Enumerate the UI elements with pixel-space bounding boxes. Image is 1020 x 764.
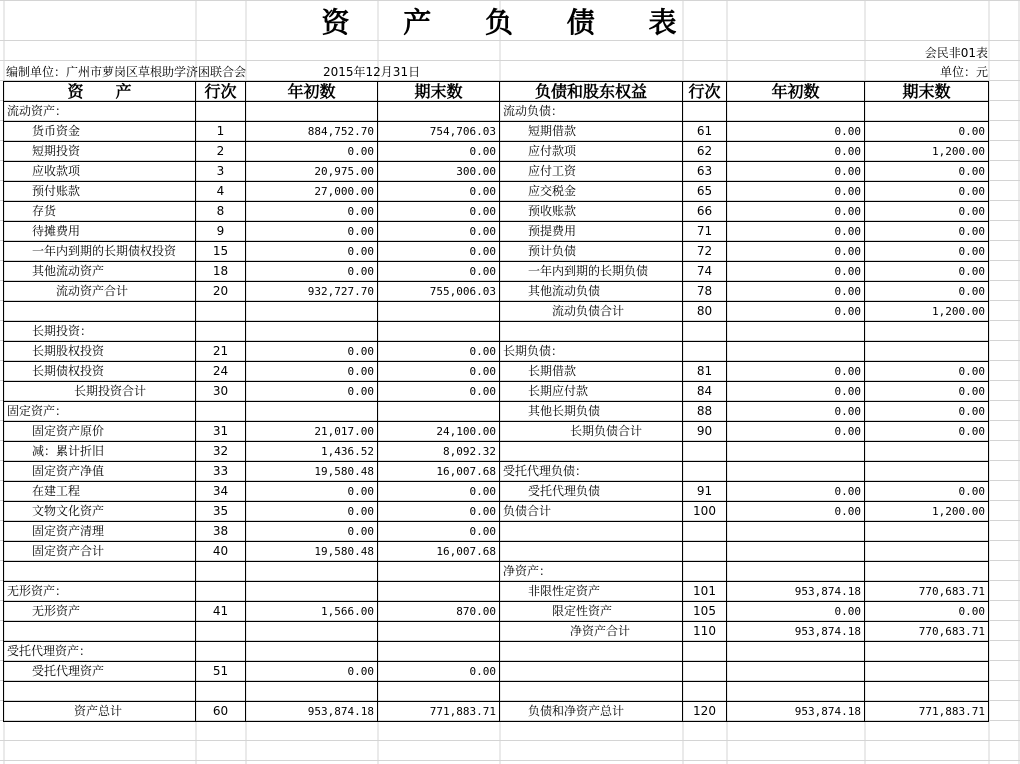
header-begin[interactable]: 年初数	[246, 82, 378, 102]
cell-liab-row-no[interactable]	[683, 522, 727, 542]
cell-liab-name[interactable]	[500, 542, 683, 562]
cell-asset-name[interactable]: 固定资产清理	[4, 522, 196, 542]
cell-liab-end[interactable]	[865, 342, 989, 362]
table-row	[4, 282, 989, 302]
cell-asset-begin[interactable]: 19,580.48	[246, 542, 378, 562]
table-row	[4, 242, 989, 262]
cell-asset-end[interactable]	[378, 622, 500, 642]
cell-liab-row-no[interactable]: 65	[683, 182, 727, 202]
cell-liab-name[interactable]	[500, 662, 683, 682]
cell-liab-end[interactable]: 0.00	[865, 242, 989, 262]
cell-asset-begin[interactable]	[246, 642, 378, 662]
cell-liab-begin[interactable]	[727, 682, 865, 702]
cell-asset-end[interactable]: 0.00	[378, 382, 500, 402]
cell-liab-end[interactable]	[865, 642, 989, 662]
cell-liab-row-no[interactable]: 81	[683, 362, 727, 382]
cell-asset-row-no[interactable]: 40	[196, 542, 246, 562]
cell-asset-end[interactable]: 300.00	[378, 162, 500, 182]
cell-asset-row-no[interactable]	[196, 642, 246, 662]
header-end[interactable]: 期末数	[378, 82, 500, 102]
cell-liab-name[interactable]: 长期应付款	[500, 382, 683, 402]
cell-asset-row-no[interactable]: 20	[196, 282, 246, 302]
cell-asset-name[interactable]	[4, 682, 196, 702]
cell-asset-row-no[interactable]: 38	[196, 522, 246, 542]
cell-liab-end[interactable]	[865, 522, 989, 542]
cell-liab-end[interactable]: 0.00	[865, 482, 989, 502]
cell-liab-row-no[interactable]: 110	[683, 622, 727, 642]
cell-liab-row-no[interactable]: 74	[683, 262, 727, 282]
table-row	[4, 462, 989, 482]
cell-liab-name[interactable]: 短期借款	[500, 122, 683, 142]
cell-liab-row-no[interactable]: 91	[683, 482, 727, 502]
cell-liab-row-no[interactable]	[683, 662, 727, 682]
cell-liab-name[interactable]: 预计负债	[500, 242, 683, 262]
cell-asset-row-no[interactable]: 34	[196, 482, 246, 502]
cell-asset-name[interactable]: 货币资金	[4, 122, 196, 142]
cell-liab-row-no[interactable]: 62	[683, 142, 727, 162]
cell-liab-begin[interactable]	[727, 542, 865, 562]
cell-asset-name[interactable]: 无形资产	[4, 602, 196, 622]
table-row	[4, 442, 989, 462]
cell-liab-begin[interactable]: 953,874.18	[727, 702, 865, 722]
cell-liab-row-no[interactable]: 120	[683, 702, 727, 722]
report-date: 2015年12月31日	[323, 65, 421, 79]
cell-liab-name[interactable]: 净资产：	[500, 562, 683, 582]
cell-asset-name[interactable]: 流动资产合计	[4, 282, 196, 302]
cell-asset-name[interactable]: 长期投资合计	[4, 382, 196, 402]
header-assets[interactable]: 资 产	[4, 82, 196, 102]
table-row	[4, 182, 989, 202]
cell-asset-row-no[interactable]: 15	[196, 242, 246, 262]
cell-liab-row-no[interactable]: 90	[683, 422, 727, 442]
cell-asset-row-no[interactable]	[196, 562, 246, 582]
form-code: 会民非01表	[924, 46, 988, 60]
cell-asset-name[interactable]: 长期股权投资	[4, 342, 196, 362]
cell-liab-end[interactable]: 0.00	[865, 282, 989, 302]
cell-liab-row-no[interactable]: 88	[683, 402, 727, 422]
cell-asset-row-no[interactable]: 2	[196, 142, 246, 162]
cell-asset-row-no[interactable]: 31	[196, 422, 246, 442]
cell-asset-end[interactable]: 16,007.68	[378, 462, 500, 482]
cell-asset-end[interactable]: 24,100.00	[378, 422, 500, 442]
cell-liab-begin[interactable]	[727, 562, 865, 582]
cell-asset-begin[interactable]	[246, 322, 378, 342]
cell-liab-end[interactable]: 0.00	[865, 182, 989, 202]
cell-liab-name[interactable]	[500, 442, 683, 462]
cell-asset-name[interactable]: 文物文化资产	[4, 502, 196, 522]
cell-liab-name[interactable]: 应付款项	[500, 142, 683, 162]
cell-liab-end[interactable]	[865, 562, 989, 582]
table-row	[4, 502, 989, 522]
cell-liab-begin[interactable]: 0.00	[727, 302, 865, 322]
cell-asset-name[interactable]: 应收款项	[4, 162, 196, 182]
cell-liab-begin[interactable]	[727, 322, 865, 342]
cell-asset-begin[interactable]: 932,727.70	[246, 282, 378, 302]
cell-asset-end[interactable]: 0.00	[378, 362, 500, 382]
cell-liab-begin[interactable]: 953,874.18	[727, 582, 865, 602]
cell-asset-begin[interactable]: 0.00	[246, 202, 378, 222]
cell-liab-begin[interactable]	[727, 442, 865, 462]
cell-asset-name[interactable]: 短期投资	[4, 142, 196, 162]
unit-label: 单位：元	[939, 65, 988, 79]
cell-asset-name[interactable]: 长期债权投资	[4, 362, 196, 382]
cell-asset-begin[interactable]: 0.00	[246, 222, 378, 242]
cell-liab-name[interactable]: 净资产合计	[500, 622, 683, 642]
cell-asset-name[interactable]: 流动资产：	[4, 102, 196, 122]
cell-liab-end[interactable]: 770,683.71	[865, 582, 989, 602]
cell-asset-row-no[interactable]: 32	[196, 442, 246, 462]
cell-liab-name[interactable]: 负债合计	[500, 502, 683, 522]
cell-asset-name[interactable]: 存货	[4, 202, 196, 222]
cell-asset-row-no[interactable]: 41	[196, 602, 246, 622]
table-row	[4, 702, 989, 722]
cell-asset-end[interactable]: 0.00	[378, 662, 500, 682]
cell-asset-end[interactable]: 755,006.03	[378, 282, 500, 302]
header-begin-2[interactable]: 年初数	[727, 82, 865, 102]
cell-asset-name[interactable]: 预付账款	[4, 182, 196, 202]
header-liabilities[interactable]: 负债和股东权益	[500, 82, 683, 102]
cell-liab-name[interactable]	[500, 642, 683, 662]
cell-asset-name[interactable]: 固定资产合计	[4, 542, 196, 562]
cell-asset-name[interactable]	[4, 562, 196, 582]
cell-asset-end[interactable]: 0.00	[378, 182, 500, 202]
cell-liab-row-no[interactable]	[683, 642, 727, 662]
table-row	[4, 322, 989, 342]
cell-asset-begin[interactable]: 1,436.52	[246, 442, 378, 462]
cell-asset-name[interactable]: 在建工程	[4, 482, 196, 502]
cell-asset-begin[interactable]: 1,566.00	[246, 602, 378, 622]
table-row	[4, 622, 989, 642]
cell-asset-name[interactable]: 固定资产净值	[4, 462, 196, 482]
cell-liab-begin[interactable]	[727, 522, 865, 542]
cell-liab-end[interactable]: 0.00	[865, 202, 989, 222]
cell-asset-end[interactable]: 754,706.03	[378, 122, 500, 142]
cell-liab-row-no[interactable]: 80	[683, 302, 727, 322]
cell-liab-row-no[interactable]: 105	[683, 602, 727, 622]
cell-asset-begin[interactable]: 20,975.00	[246, 162, 378, 182]
cell-asset-begin[interactable]: 19,580.48	[246, 462, 378, 482]
cell-liab-begin[interactable]: 0.00	[727, 142, 865, 162]
cell-liab-row-no[interactable]	[683, 542, 727, 562]
cell-asset-end[interactable]: 0.00	[378, 142, 500, 162]
cell-asset-name[interactable]: 待摊费用	[4, 222, 196, 242]
cell-asset-end[interactable]: 0.00	[378, 202, 500, 222]
cell-asset-name[interactable]: 其他流动资产	[4, 262, 196, 282]
cell-liab-row-no[interactable]: 61	[683, 122, 727, 142]
cell-asset-end[interactable]: 0.00	[378, 482, 500, 502]
table-row	[4, 482, 989, 502]
cell-liab-row-no[interactable]: 63	[683, 162, 727, 182]
cell-liab-end[interactable]: 770,683.71	[865, 622, 989, 642]
cell-liab-name[interactable]: 应付工资	[500, 162, 683, 182]
cell-asset-begin[interactable]: 0.00	[246, 362, 378, 382]
table-row	[4, 642, 989, 662]
cell-asset-name[interactable]: 受托代理资产	[4, 662, 196, 682]
cell-liab-row-no[interactable]: 71	[683, 222, 727, 242]
table-row	[4, 582, 989, 602]
cell-asset-name[interactable]	[4, 302, 196, 322]
cell-liab-end[interactable]: 0.00	[865, 122, 989, 142]
cell-asset-end[interactable]	[378, 642, 500, 662]
cell-liab-row-no[interactable]: 101	[683, 582, 727, 602]
cell-asset-name[interactable]: 无形资产：	[4, 582, 196, 602]
cell-asset-row-no[interactable]: 35	[196, 502, 246, 522]
cell-liab-row-no[interactable]	[683, 682, 727, 702]
table-row	[4, 422, 989, 442]
cell-asset-begin[interactable]: 21,017.00	[246, 422, 378, 442]
cell-liab-end[interactable]	[865, 682, 989, 702]
cell-asset-name[interactable]: 资产总计	[4, 702, 196, 722]
cell-asset-end[interactable]: 0.00	[378, 242, 500, 262]
cell-asset-end[interactable]: 870.00	[378, 602, 500, 622]
table-row	[4, 382, 989, 402]
cell-liab-name[interactable]: 限定性资产	[500, 602, 683, 622]
cell-asset-row-no[interactable]: 24	[196, 362, 246, 382]
cell-liab-row-no[interactable]	[683, 342, 727, 362]
cell-liab-begin[interactable]	[727, 462, 865, 482]
cell-liab-name[interactable]	[500, 682, 683, 702]
cell-liab-begin[interactable]: 0.00	[727, 602, 865, 622]
cell-liab-begin[interactable]: 0.00	[727, 422, 865, 442]
cell-asset-begin[interactable]: 0.00	[246, 342, 378, 362]
cell-liab-name[interactable]	[500, 522, 683, 542]
cell-liab-row-no[interactable]	[683, 322, 727, 342]
cell-asset-end[interactable]	[378, 562, 500, 582]
cell-liab-end[interactable]: 1,200.00	[865, 502, 989, 522]
cell-asset-end[interactable]	[378, 402, 500, 422]
cell-liab-begin[interactable]: 0.00	[727, 502, 865, 522]
cell-asset-row-no[interactable]: 60	[196, 702, 246, 722]
cell-asset-end[interactable]	[378, 302, 500, 322]
cell-asset-end[interactable]	[378, 322, 500, 342]
table-row	[4, 202, 989, 222]
cell-liab-name[interactable]	[500, 322, 683, 342]
cell-asset-row-no[interactable]: 21	[196, 342, 246, 362]
cell-asset-row-no[interactable]: 4	[196, 182, 246, 202]
cell-liab-end[interactable]: 0.00	[865, 222, 989, 242]
cell-asset-begin[interactable]: 884,752.70	[246, 122, 378, 142]
cell-asset-end[interactable]: 771,883.71	[378, 702, 500, 722]
cell-liab-end[interactable]	[865, 102, 989, 122]
cell-liab-name[interactable]: 受托代理负债	[500, 482, 683, 502]
cell-asset-end[interactable]: 0.00	[378, 262, 500, 282]
cell-liab-begin[interactable]: 0.00	[727, 382, 865, 402]
cell-liab-name[interactable]: 其他长期负债	[500, 402, 683, 422]
table-row	[4, 682, 989, 702]
table-row	[4, 222, 989, 242]
table-row	[4, 162, 989, 182]
cell-liab-begin[interactable]: 0.00	[727, 402, 865, 422]
cell-liab-begin[interactable]: 0.00	[727, 202, 865, 222]
cell-liab-begin[interactable]: 0.00	[727, 242, 865, 262]
cell-liab-name[interactable]: 其他流动负债	[500, 282, 683, 302]
cell-asset-row-no[interactable]: 33	[196, 462, 246, 482]
cell-asset-end[interactable]: 16,007.68	[378, 542, 500, 562]
cell-asset-begin[interactable]	[246, 622, 378, 642]
cell-asset-name[interactable]: 固定资产原价	[4, 422, 196, 442]
cell-liab-end[interactable]	[865, 462, 989, 482]
cell-liab-begin[interactable]	[727, 642, 865, 662]
table-row	[4, 342, 989, 362]
table-row	[4, 142, 989, 162]
table-row	[4, 522, 989, 542]
cell-asset-end[interactable]	[378, 102, 500, 122]
cell-liab-end[interactable]	[865, 662, 989, 682]
table-row	[4, 262, 989, 282]
cell-liab-begin[interactable]: 953,874.18	[727, 622, 865, 642]
cell-asset-begin[interactable]: 0.00	[246, 662, 378, 682]
cell-asset-row-no[interactable]: 51	[196, 662, 246, 682]
cell-liab-end[interactable]	[865, 542, 989, 562]
cell-liab-row-no[interactable]: 72	[683, 242, 727, 262]
cell-liab-begin[interactable]: 0.00	[727, 282, 865, 302]
table-row	[4, 602, 989, 622]
cell-liab-end[interactable]: 0.00	[865, 382, 989, 402]
cell-liab-begin[interactable]: 0.00	[727, 362, 865, 382]
cell-liab-row-no[interactable]	[683, 442, 727, 462]
cell-asset-row-no[interactable]: 8	[196, 202, 246, 222]
cell-liab-name[interactable]: 预提费用	[500, 222, 683, 242]
cell-asset-begin[interactable]	[246, 562, 378, 582]
cell-asset-begin[interactable]: 0.00	[246, 142, 378, 162]
table-row	[4, 302, 989, 322]
cell-asset-name[interactable]: 长期投资：	[4, 322, 196, 342]
cell-liab-name[interactable]: 流动负债合计	[500, 302, 683, 322]
cell-asset-begin[interactable]	[246, 102, 378, 122]
cell-liab-begin[interactable]: 0.00	[727, 482, 865, 502]
cell-liab-name[interactable]: 长期负债：	[500, 342, 683, 362]
table-row	[4, 122, 989, 142]
cell-asset-begin[interactable]: 0.00	[246, 262, 378, 282]
cell-asset-end[interactable]: 0.00	[378, 522, 500, 542]
cell-asset-begin[interactable]	[246, 582, 378, 602]
cell-asset-row-no[interactable]: 30	[196, 382, 246, 402]
cell-asset-begin[interactable]: 953,874.18	[246, 702, 378, 722]
cell-liab-name[interactable]: 一年内到期的长期负债	[500, 262, 683, 282]
table-row	[4, 402, 989, 422]
cell-liab-begin[interactable]	[727, 662, 865, 682]
table-row	[4, 562, 989, 582]
cell-liab-row-no[interactable]: 78	[683, 282, 727, 302]
header-row-no-2[interactable]: 行次	[683, 82, 727, 102]
cell-liab-name[interactable]: 长期负债合计	[500, 422, 683, 442]
cell-asset-row-no[interactable]	[196, 402, 246, 422]
table-row	[4, 662, 989, 682]
cell-liab-begin[interactable]: 0.00	[727, 262, 865, 282]
cell-asset-name[interactable]: 一年内到期的长期债权投资	[4, 242, 196, 262]
cell-liab-end[interactable]: 1,200.00	[865, 142, 989, 162]
cell-asset-end[interactable]	[378, 582, 500, 602]
cell-liab-row-no[interactable]	[683, 462, 727, 482]
cell-asset-begin[interactable]	[246, 302, 378, 322]
cell-asset-begin[interactable]: 0.00	[246, 382, 378, 402]
cell-liab-end[interactable]: 0.00	[865, 422, 989, 442]
cell-asset-end[interactable]: 0.00	[378, 222, 500, 242]
cell-asset-row-no[interactable]	[196, 322, 246, 342]
cell-liab-name[interactable]: 非限性定资产	[500, 582, 683, 602]
cell-liab-end[interactable]: 0.00	[865, 402, 989, 422]
cell-asset-row-no[interactable]	[196, 582, 246, 602]
cell-liab-end[interactable]: 771,883.71	[865, 702, 989, 722]
cell-liab-row-no[interactable]	[683, 102, 727, 122]
table-row	[4, 542, 989, 562]
cell-asset-end[interactable]: 8,092.32	[378, 442, 500, 462]
cell-liab-begin[interactable]: 0.00	[727, 182, 865, 202]
cell-asset-row-no[interactable]	[196, 682, 246, 702]
org-label: 编制单位：广州市萝岗区草根助学济困联合会	[6, 65, 247, 79]
cell-asset-begin[interactable]	[246, 682, 378, 702]
cell-asset-row-no[interactable]	[196, 622, 246, 642]
header-row	[4, 82, 989, 102]
cell-asset-end[interactable]: 0.00	[378, 342, 500, 362]
cell-liab-name[interactable]: 应交税金	[500, 182, 683, 202]
cell-liab-begin[interactable]: 0.00	[727, 222, 865, 242]
cell-liab-end[interactable]: 0.00	[865, 162, 989, 182]
cell-asset-row-no[interactable]	[196, 102, 246, 122]
cell-liab-name[interactable]: 预收账款	[500, 202, 683, 222]
cell-liab-end[interactable]: 0.00	[865, 262, 989, 282]
cell-asset-begin[interactable]: 0.00	[246, 242, 378, 262]
cell-asset-name[interactable]: 减：累计折旧	[4, 442, 196, 462]
table-row	[4, 102, 989, 122]
cell-asset-begin[interactable]: 0.00	[246, 502, 378, 522]
cell-asset-begin[interactable]	[246, 402, 378, 422]
cell-asset-row-no[interactable]: 1	[196, 122, 246, 142]
cell-asset-row-no[interactable]: 18	[196, 262, 246, 282]
cell-liab-end[interactable]: 1,200.00	[865, 302, 989, 322]
cell-asset-begin[interactable]: 27,000.00	[246, 182, 378, 202]
cell-liab-end[interactable]: 0.00	[865, 362, 989, 382]
cell-liab-begin[interactable]: 0.00	[727, 122, 865, 142]
cell-liab-begin[interactable]	[727, 102, 865, 122]
cell-liab-name[interactable]: 长期借款	[500, 362, 683, 382]
balance-sheet-table	[3, 81, 989, 722]
cell-asset-row-no[interactable]: 9	[196, 222, 246, 242]
header-row-no[interactable]: 行次	[196, 82, 246, 102]
cell-asset-name[interactable]: 受托代理资产：	[4, 642, 196, 662]
cell-liab-row-no[interactable]: 100	[683, 502, 727, 522]
cell-liab-begin[interactable]: 0.00	[727, 162, 865, 182]
cell-asset-row-no[interactable]: 3	[196, 162, 246, 182]
cell-liab-name[interactable]: 负债和净资产总计	[500, 702, 683, 722]
cell-liab-row-no[interactable]: 66	[683, 202, 727, 222]
cell-liab-name[interactable]: 受托代理负债：	[500, 462, 683, 482]
header-end-2[interactable]: 期末数	[865, 82, 989, 102]
cell-asset-end[interactable]	[378, 682, 500, 702]
cell-asset-row-no[interactable]	[196, 302, 246, 322]
sheet-title: 资 产 负 债 表	[321, 6, 699, 39]
cell-asset-end[interactable]: 0.00	[378, 502, 500, 522]
table-row	[4, 362, 989, 382]
cell-liab-end[interactable]	[865, 322, 989, 342]
cell-asset-name[interactable]	[4, 622, 196, 642]
cell-liab-name[interactable]: 流动负债：	[500, 102, 683, 122]
cell-liab-row-no[interactable]: 84	[683, 382, 727, 402]
cell-asset-begin[interactable]: 0.00	[246, 482, 378, 502]
cell-asset-name[interactable]: 固定资产：	[4, 402, 196, 422]
cell-liab-end[interactable]	[865, 442, 989, 462]
cell-liab-begin[interactable]	[727, 342, 865, 362]
cell-asset-begin[interactable]: 0.00	[246, 522, 378, 542]
cell-liab-row-no[interactable]	[683, 562, 727, 582]
cell-liab-end[interactable]: 0.00	[865, 602, 989, 622]
